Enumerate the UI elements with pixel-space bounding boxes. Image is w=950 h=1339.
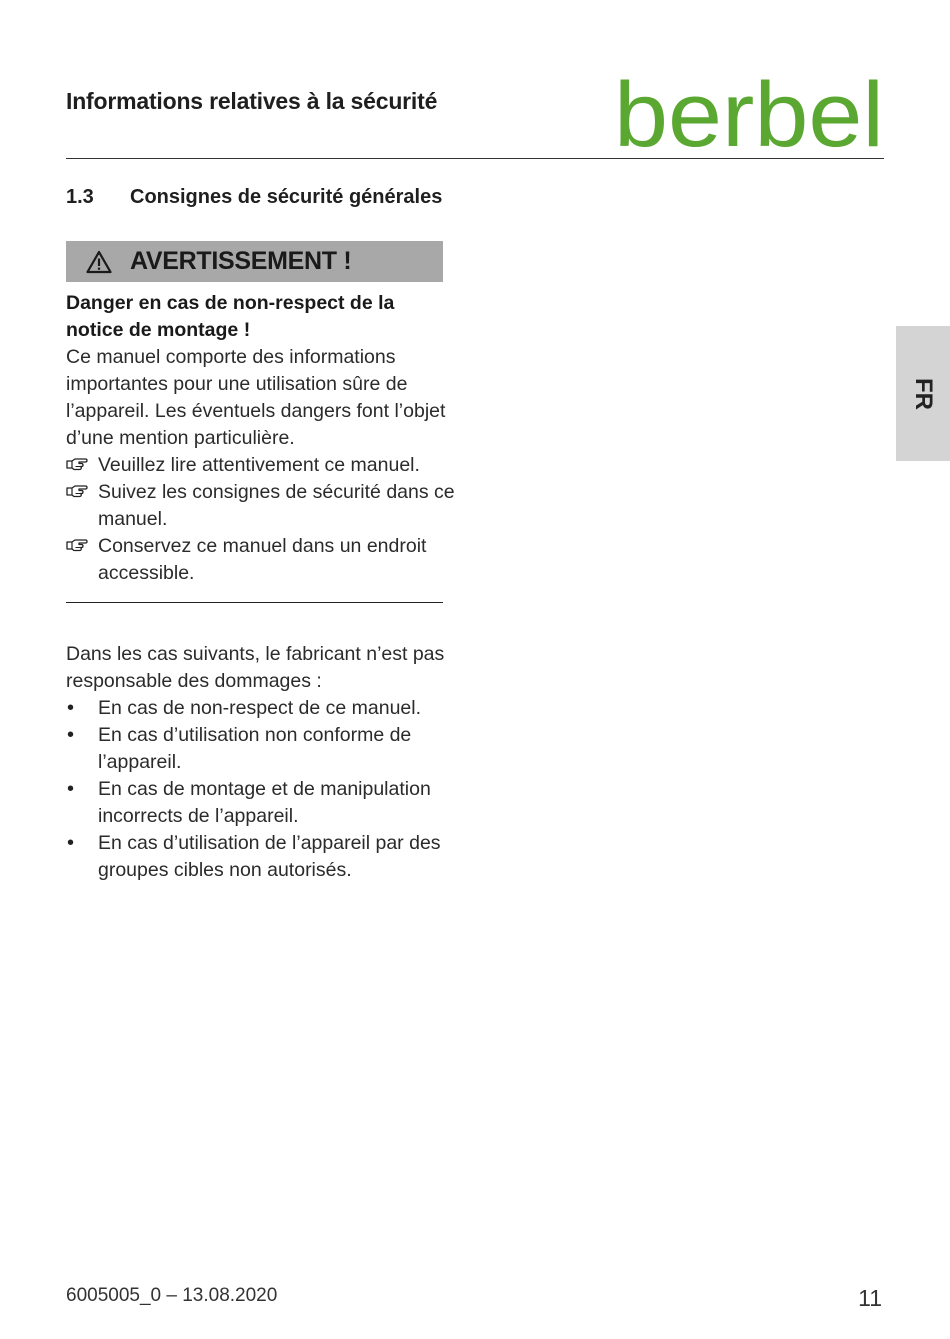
page-number: 11 (858, 1285, 882, 1311)
bullet-icon: • (67, 724, 75, 746)
danger-heading-line: Danger en cas de non-respect de la (66, 292, 395, 314)
header-divider (66, 158, 884, 159)
danger-heading (66, 290, 456, 344)
liability-item (66, 830, 456, 884)
berbel-logo (612, 74, 886, 154)
liability-intro: Dans les cas suivants, le fabricant n’est pas responsable des dommages : (66, 643, 445, 692)
bullet-icon: • (67, 832, 75, 854)
liability-item-text: En cas d’utilisation non conforme de l’appareil. (98, 724, 412, 773)
warning-label: AVERTISSEMENT ! (130, 247, 352, 275)
language-tab (896, 326, 950, 461)
warning-body (66, 290, 456, 587)
liability-item (66, 695, 456, 722)
bullet-icon: • (67, 697, 75, 719)
instruction-list (66, 452, 456, 587)
liability-item-text: En cas de montage et de manipulation incorrects de l’appareil. (98, 778, 431, 827)
instruction-item (66, 479, 456, 533)
liability-item-text: En cas d’utilisation de l’appareil par des groupes cibles non autorisés. (98, 832, 441, 881)
logo-wordmark: berbel (614, 74, 884, 154)
language-tab-label: FR (910, 377, 937, 410)
warning-end-divider (66, 602, 443, 603)
liability-item (66, 722, 456, 776)
warning-triangle-icon (86, 249, 114, 275)
instruction-text: Veuillez lire attentivement ce manuel. (98, 454, 420, 476)
section-number: 1.3 (66, 186, 94, 208)
liability-list (66, 695, 456, 884)
warning-paragraph: Ce manuel comporte des informations importantes pour une utilisation sûre de l’appareil. Les éventuels dangers font l’objet d’une mention particulière. (66, 346, 446, 449)
instruction-text: Conservez ce manuel dans un endroit accessible. (98, 535, 427, 584)
section-heading (66, 186, 442, 209)
instruction-text: Suivez les consignes de sécurité dans ce manuel. (98, 481, 455, 530)
pointing-hand-icon (66, 483, 88, 499)
pointing-hand-icon (66, 456, 88, 472)
liability-section (66, 641, 456, 884)
liability-item-text: En cas de non-respect de ce manuel. (98, 697, 422, 719)
section-title: Consignes de sécurité générales (130, 186, 443, 208)
berbel-logo-graphic (612, 74, 886, 154)
instruction-item (66, 452, 456, 479)
page-header-title: Informations relatives à la sécurité (66, 88, 438, 114)
instruction-item (66, 533, 456, 587)
document-reference: 6005005_0 – 13.08.2020 (66, 1285, 278, 1306)
warning-banner (66, 241, 443, 282)
pointing-hand-icon (66, 537, 88, 553)
liability-item (66, 776, 456, 830)
danger-heading-line: notice de montage ! (66, 319, 251, 341)
bullet-icon: • (67, 778, 75, 800)
